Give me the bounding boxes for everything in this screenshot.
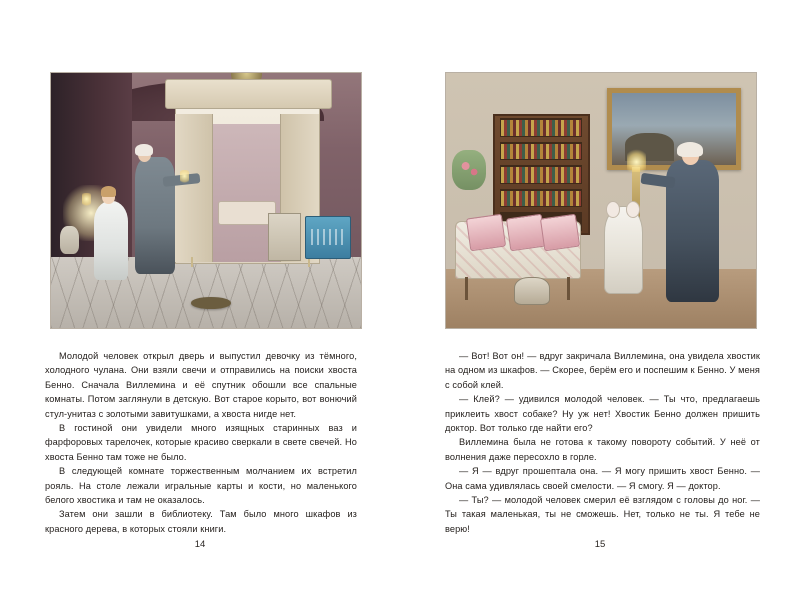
bed-drape-left xyxy=(175,114,213,262)
left-page-text xyxy=(45,349,357,536)
hat-on-floor xyxy=(191,297,231,308)
right-page-text xyxy=(445,349,760,536)
young-man-wig xyxy=(135,144,152,155)
candle-icon xyxy=(82,193,91,208)
page-number: 14 xyxy=(194,539,206,550)
paragraph: Затем они зашли в библиотеку. Там было много шкафов из красного дерева, в которых стояли книги. xyxy=(45,509,357,534)
right-page xyxy=(400,0,800,600)
books-row xyxy=(501,120,581,135)
candle-icon xyxy=(627,147,646,173)
bed-tassel xyxy=(191,257,193,267)
paragraph: Виллемина была не готова к такому повороту событий. У неё от волнения даже пересохло в горле. xyxy=(445,437,760,462)
chair xyxy=(268,213,301,261)
paragraph: — Я — вдруг прошептала она. — Я могу пришить хвост Бенно. — Она сама удивлялась своей смелости. — Я смогу. Я — доктор. xyxy=(445,466,760,491)
stool xyxy=(514,277,550,305)
cushion xyxy=(466,213,506,250)
young-man-figure xyxy=(135,157,175,274)
paragraph: — Ты? — молодой человек смерил её взглядом с головы до ног. — Ты такая маленькая, ты не сможешь. Нет, только не ты. Я тебе не верю! xyxy=(445,495,760,534)
books-row xyxy=(501,167,581,182)
girl-hair xyxy=(101,186,117,197)
paragraph: Молодой человек открыл дверь и выпустил девочку из тёмного, холодного чулана. Они взяли свечи и отправились на поиски хвоста Бенно. Сначала Виллемина и её спутник обошли все спальные комнаты. Потом заглянули в детскую. Вот старое корыто, вот вонючий стул-унитаз с золотыми завитушками, а хвоста нигде нет. xyxy=(45,351,357,419)
young-man-wig xyxy=(677,142,703,157)
left-page-illustration xyxy=(50,72,362,329)
books-row xyxy=(501,191,581,206)
girl-figure xyxy=(94,201,128,280)
vase xyxy=(60,226,79,254)
books-row xyxy=(501,144,581,159)
page-number: 15 xyxy=(594,539,606,550)
cushion xyxy=(540,213,580,250)
right-page-illustration xyxy=(445,72,757,329)
paragraph: — Клей? — удивился молодой человек. — Ты что, предлагаешь приклеить хвост собаке? Ну уж нет! Хвостик Бенно должен пришить доктор. Вот только где найти его? xyxy=(445,394,760,434)
mouse-ear xyxy=(626,201,640,218)
paragraph: В следующей комнате торжественным молчанием их встретил рояль. На столе лежали игральные карты и кости, но маленького белого хвостика и там не оказалось. xyxy=(45,466,357,506)
mouse-ear xyxy=(606,201,620,218)
sofa-leg xyxy=(567,277,570,300)
candle-icon xyxy=(180,170,189,185)
flowers xyxy=(452,150,486,191)
paragraph: В гостиной они увидели много изящных старинных ваз и фарфоровых тарелочек, которые красиво сверкали в свете свечей. Но хвоста Бенно там тоже не было. xyxy=(45,423,357,462)
paragraph: — Вот! Вот он! — вдруг закричала Виллемина, она увидела хвостик на одном из шкафов. — Скорее, берём его и поспешим к Бенно. У меня с собой клей. xyxy=(445,351,760,390)
sofa-leg xyxy=(465,277,468,300)
mouse-girl-figure xyxy=(604,206,643,295)
blue-chest xyxy=(305,216,350,259)
